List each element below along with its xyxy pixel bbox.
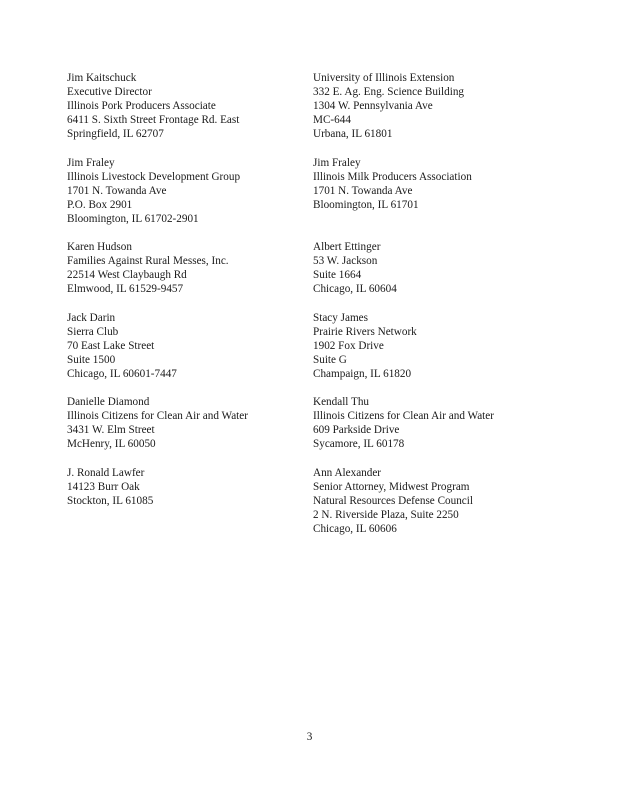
address-line: Stacy James <box>313 311 368 324</box>
page-number: 3 <box>306 731 313 743</box>
address-entry <box>313 240 573 296</box>
address-line: Chicago, IL 60604 <box>313 283 397 296</box>
address-line: Bloomington, IL 61701 <box>313 198 419 211</box>
address-line: Suite G <box>313 353 347 366</box>
address-line: Illinois Citizens for Clean Air and Water <box>67 410 248 423</box>
address-line: Jack Darin <box>67 311 116 324</box>
address-line: 1701 N. Towanda Ave <box>313 184 413 197</box>
address-line: University of Illinois Extension <box>313 72 455 84</box>
address-entry <box>313 395 573 451</box>
address-line: Springfield, IL 62707 <box>67 128 164 141</box>
address-line: 3431 W. Elm Street <box>67 424 155 437</box>
address-entry <box>67 311 307 381</box>
address-line: Suite 1664 <box>313 269 362 282</box>
address-line: Chicago, IL 60606 <box>313 523 397 535</box>
address-entry <box>67 156 307 226</box>
address-line: Elmwood, IL 61529-9457 <box>67 283 184 296</box>
address-line: 1304 W. Pennsylvania Ave <box>313 100 433 113</box>
address-entry <box>67 466 307 508</box>
address-line: Executive Director <box>67 86 152 99</box>
address-entry <box>67 71 307 141</box>
address-line: Sierra Club <box>67 325 119 338</box>
address-entry <box>67 240 307 296</box>
address-line: 22514 West Claybaugh Rd <box>67 269 187 282</box>
address-line: 1701 N. Towanda Ave <box>67 184 167 197</box>
left-address-column <box>67 71 307 522</box>
address-line: Urbana, IL 61801 <box>313 128 393 141</box>
address-line: J. Ronald Lawfer <box>67 466 145 479</box>
address-line: MC-644 <box>313 114 351 127</box>
address-line: 6411 S. Sixth Street Frontage Rd. East <box>67 114 240 127</box>
address-line: 1902 Fox Drive <box>313 339 384 352</box>
address-line: Chicago, IL 60601-7447 <box>67 367 177 380</box>
address-line: Illinois Milk Producers Association <box>313 170 472 183</box>
address-entry <box>313 71 573 141</box>
address-line: Jim Kaitschuck <box>67 72 137 84</box>
address-line: Kendall Thu <box>313 396 370 409</box>
address-line: Stockton, IL 61085 <box>67 494 154 507</box>
address-line: Ann Alexander <box>313 466 382 479</box>
address-line: Senior Attorney, Midwest Program <box>313 480 470 493</box>
address-entry <box>67 395 307 451</box>
address-entry <box>313 156 573 226</box>
address-line: 2 N. Riverside Plaza, Suite 2250 <box>313 508 459 521</box>
address-line: Prairie Rivers Network <box>313 325 417 338</box>
address-line: McHenry, IL 60050 <box>67 438 156 451</box>
address-entry <box>313 311 573 381</box>
address-line: 14123 Burr Oak <box>67 480 140 493</box>
address-line: Illinois Pork Producers Associate <box>67 100 216 113</box>
address-line: Albert Ettinger <box>313 241 381 254</box>
address-line: Karen Hudson <box>67 241 132 254</box>
address-line: Bloomington, IL 61702-2901 <box>67 212 199 225</box>
right-address-column <box>313 71 573 550</box>
address-entry <box>313 466 573 536</box>
address-line: 609 Parkside Drive <box>313 424 400 437</box>
address-line: Jim Fraley <box>313 156 361 169</box>
address-line: Sycamore, IL 60178 <box>313 438 405 451</box>
address-line: Natural Resources Defense Council <box>313 494 473 507</box>
address-line: Families Against Rural Messes, Inc. <box>67 255 229 268</box>
address-line: Danielle Diamond <box>67 396 150 409</box>
address-line: Suite 1500 <box>67 353 116 366</box>
address-line: Jim Fraley <box>67 156 115 169</box>
address-line: 70 East Lake Street <box>67 339 155 352</box>
address-line: Champaign, IL 61820 <box>313 367 412 380</box>
address-line: P.O. Box 2901 <box>67 198 133 211</box>
address-line: Illinois Livestock Development Group <box>67 170 241 183</box>
address-line: Illinois Citizens for Clean Air and Water <box>313 410 494 423</box>
address-line: 53 W. Jackson <box>313 255 378 268</box>
address-line: 332 E. Ag. Eng. Science Building <box>313 86 465 99</box>
